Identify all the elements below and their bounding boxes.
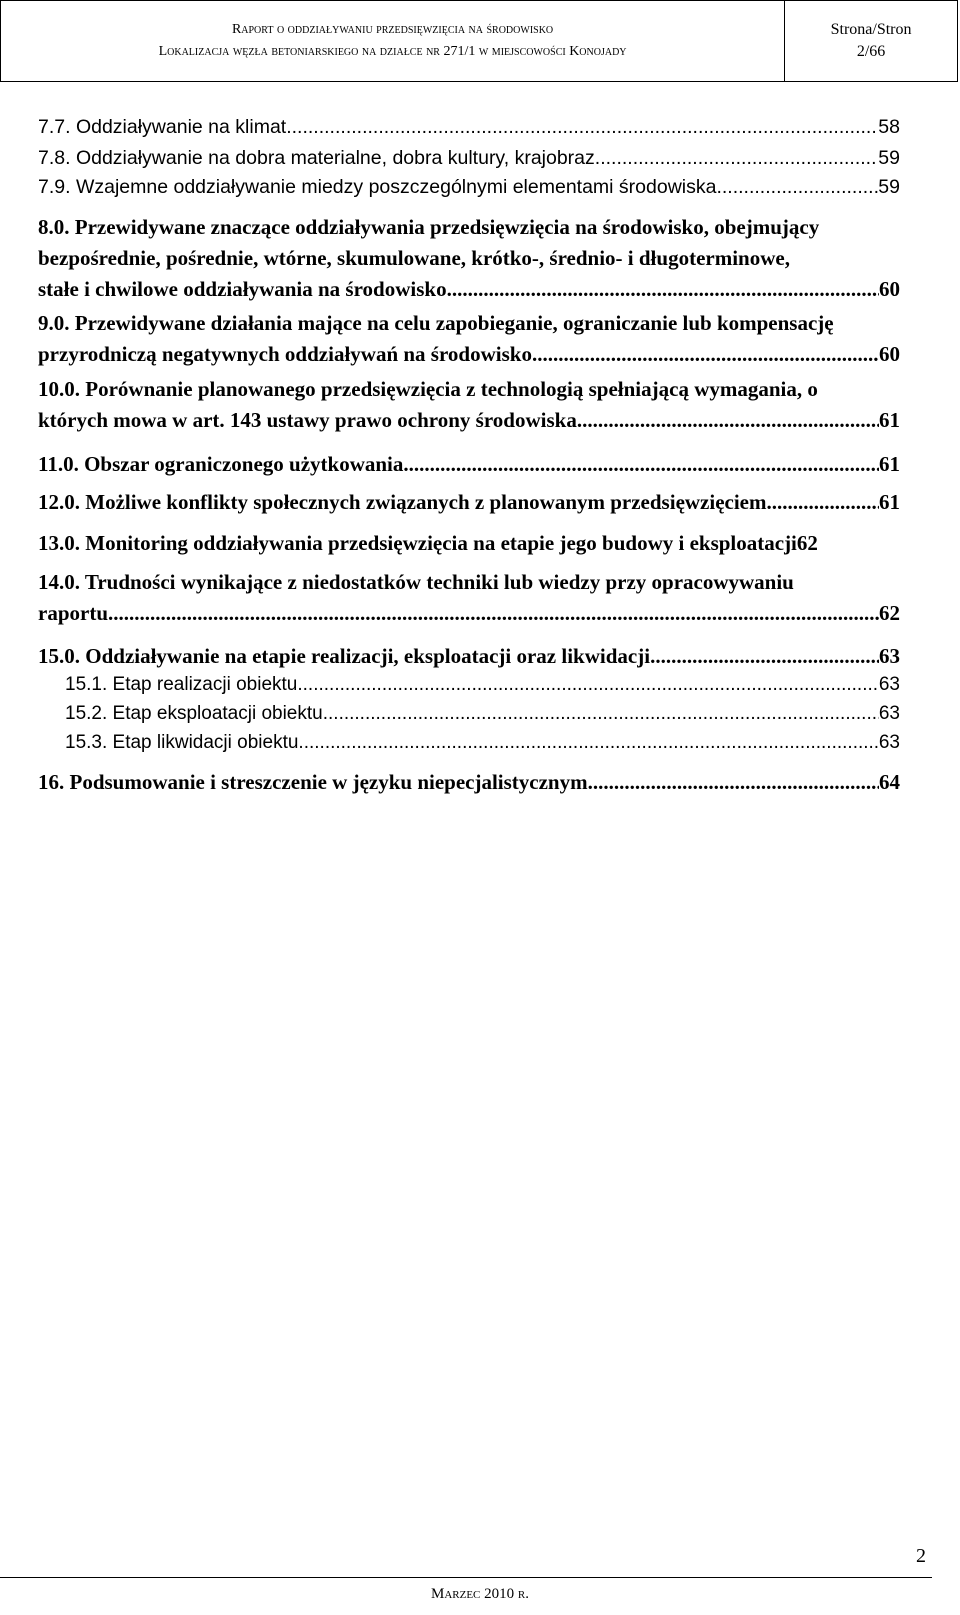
toc-page-number: 60 [879, 277, 900, 301]
header-page-value: 2/66 [856, 43, 886, 60]
toc-entry-title: 15.0. Oddziaływanie na etapie realizacji, eksploatacji oraz likwidacji [38, 644, 651, 668]
toc-leader-dots [323, 699, 879, 728]
toc-entry-15-1[interactable] [38, 670, 900, 699]
toc-page-number: 61 [879, 408, 900, 432]
toc-entry-title: 15.3. Etap likwidacji obiektu [65, 732, 299, 753]
footer-divider [0, 1577, 932, 1578]
toc-page-number: 63 [878, 732, 900, 753]
toc-entry-title: 7.9. Wzajemne oddziaływanie miedzy poszczególnymi elementami środowiska [38, 176, 717, 198]
toc-entry-title-cont: bezpośrednie, pośrednie, wtórne, skumulowane, krótko-, średnio- i długoterminowe, [38, 246, 790, 270]
toc-leader-dots [297, 670, 878, 699]
toc-leader-dots [532, 339, 879, 370]
toc-entry-title-cont: przyrodniczą negatywnych oddziaływań na środowisko [38, 342, 532, 366]
toc-entry-title-cont: raportu [38, 601, 108, 625]
toc-entry-7-9[interactable] [38, 172, 900, 203]
toc-entry-title: 7.7. Oddziaływanie na klimat [38, 116, 287, 138]
toc-page-number: 63 [878, 674, 900, 695]
toc-entry-13-0[interactable] [38, 528, 900, 559]
toc-leader-dots [286, 112, 878, 143]
toc-entry-9-0[interactable] [38, 308, 900, 370]
toc-entry-11-0[interactable] [38, 449, 900, 480]
toc-entry-15-3[interactable] [38, 728, 900, 757]
toc-entry-title: 9.0. Przewidywane działania mające na celu zapobieganie, ograniczanie lub kompensację [38, 311, 834, 335]
header-page-cell [785, 1, 958, 82]
header-page-label: Strona/Stron [830, 21, 912, 38]
footer-page-number: 2 [916, 1545, 926, 1567]
toc-entry-title-cont: stałe i chwilowe oddziaływania na środowisko [38, 277, 447, 301]
toc-entry-16[interactable] [38, 767, 900, 798]
toc-page-number: 61 [879, 452, 900, 476]
page-header [0, 0, 958, 82]
toc-leader-dots [108, 598, 879, 629]
toc-page-number: 61 [879, 490, 900, 514]
toc-page-number: 64 [879, 770, 900, 794]
toc-entry-title: 10.0. Porównanie planowanego przedsięwzięcia z technologią spełniającą wymagania, o [38, 377, 818, 401]
toc-page-number: 59 [878, 147, 900, 169]
toc-leader-dots [595, 143, 879, 174]
toc-entry-15-0[interactable] [38, 641, 900, 672]
toc-page-number: 58 [878, 116, 900, 138]
toc-page-number: 60 [879, 342, 900, 366]
toc-leader-dots [447, 274, 879, 305]
toc-leader-dots [650, 641, 879, 672]
toc-entry-12-0[interactable] [38, 487, 900, 518]
toc-entry-title-cont: których mowa w art. 143 ustawy prawo ochrony środowiska [38, 408, 577, 432]
toc-entry-title: 11.0. Obszar ograniczonego użytkowania [38, 452, 404, 476]
toc-leader-dots [716, 172, 878, 203]
toc-entry-title: 14.0. Trudności wynikające z niedostatków techniki lub wiedzy przy opracowywaniu [38, 570, 794, 594]
toc-page-number: 63 [879, 644, 900, 668]
toc-leader-dots [298, 728, 878, 757]
toc-page-number: 62 [796, 531, 818, 555]
header-title-cell [1, 1, 785, 82]
footer-date: Marzec 2010 r. [431, 1586, 529, 1602]
toc-leader-dots [403, 449, 879, 480]
toc-entry-8-0[interactable] [38, 212, 900, 305]
toc-leader-dots [577, 405, 879, 436]
toc-entry-title: 7.8. Oddziaływanie na dobra materialne, dobra kultury, krajobraz [38, 147, 595, 169]
header-location: Lokalizacja węzła betoniarskiego na działce nr 271/1 w miejscowości Konojady [158, 44, 627, 59]
toc-leader-dots [588, 767, 879, 798]
toc-entry-title: 15.1. Etap realizacji obiektu [65, 674, 298, 695]
toc-entry-title: 12.0. Możliwe konflikty społecznych związanych z planowanym przedsięwzięciem [38, 490, 767, 514]
toc-entry-title: 13.0. Monitoring oddziaływania przedsięwzięcia na etapie jego budowy i eksploatacji [38, 531, 797, 555]
toc-page-number: 63 [878, 703, 900, 724]
header-title: Raport o oddziaływaniu przedsięwzięcia na środowisko [231, 22, 554, 37]
toc-page-number: 62 [879, 601, 900, 625]
toc-entry-14-0[interactable] [38, 567, 900, 629]
toc-entry-15-2[interactable] [38, 699, 900, 728]
toc-page-number: 59 [878, 176, 900, 198]
toc-entry-7-8[interactable] [38, 143, 900, 174]
toc-leader-dots [767, 487, 880, 518]
toc-entry-title: 15.2. Etap eksploatacji obiektu [65, 703, 323, 724]
toc-entry-10-0[interactable] [38, 374, 900, 436]
toc-entry-title: 16. Podsumowanie i streszczenie w języku niepecjalistycznym [38, 770, 588, 794]
toc-entry-title: 8.0. Przewidywane znaczące oddziaływania przedsięwzięcia na środowisko, obejmujący [38, 215, 820, 239]
toc-entry-7-7[interactable] [38, 112, 900, 143]
